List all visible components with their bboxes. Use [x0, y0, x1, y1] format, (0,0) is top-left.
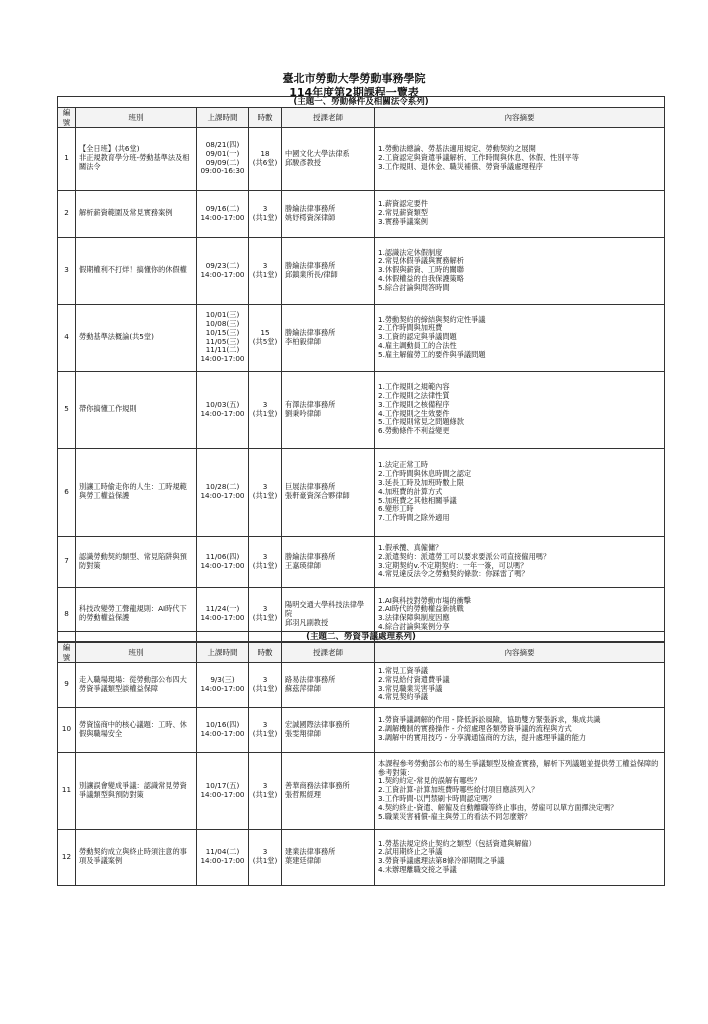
table-row [58, 190, 665, 237]
column-header-course-name: 班別 [76, 643, 197, 662]
course-number: 2 [58, 190, 76, 237]
column-header-class-hours: 時數 [249, 643, 282, 662]
course-number: 4 [58, 304, 76, 371]
class-hours: 3 (共1堂) [249, 536, 282, 587]
class-time: 10/16(四) 14:00-17:00 [197, 707, 249, 752]
course-name: 認識勞動契約類型、常見陷阱與預防對策 [76, 536, 197, 587]
course-table-theme-2 [57, 631, 665, 886]
course-number: 6 [58, 448, 76, 536]
column-header-content-summary: 內容摘要 [375, 108, 665, 127]
class-time: 10/03(五) 14:00-17:00 [197, 371, 249, 448]
instructor: 有澤法律事務所 劉秉吟律師 [282, 371, 375, 448]
content-summary: 1.勞資爭議調解的作用 - 降低訴訟風險，協助雙方緊張訴求，集成共識 2.調解機制的實務操作 - 介紹處理各類勞資爭議的流程與方式 3.調解中的實用技巧 - 分享溝通協商的方法，提升處理爭議的能力 [375, 707, 665, 752]
table-row [58, 536, 665, 587]
content-summary: 1.薪資認定要件 2.常見薪資類型 3.實務爭議案例 [375, 190, 665, 237]
course-number: 3 [58, 237, 76, 304]
instructor: 宏誠國際法律事務所 張雯翔律師 [282, 707, 375, 752]
class-time: 11/06(四) 14:00-17:00 [197, 536, 249, 587]
class-hours: 3 (共1堂) [249, 587, 282, 641]
column-header-course-name: 班別 [76, 108, 197, 127]
course-number: 12 [58, 829, 76, 885]
course-name: 別讓工時偷走你的人生：工時規範與勞工權益保護 [76, 448, 197, 536]
course-name: 勞資協商中的核心議題：工時、休假與職場安全 [76, 707, 197, 752]
column-header-row [58, 643, 665, 662]
section-title: (主題一、勞動條件及相關法令系列) [58, 97, 665, 108]
class-time: 11/24(一) 14:00-17:00 [197, 587, 249, 641]
instructor: 勝綸法律事務所 李柏毅律師 [282, 304, 375, 371]
table-row [58, 752, 665, 829]
content-summary: 本課程參考勞動部公布的易生爭議類型及檢查實務，解析下列議題並提供勞工權益保障的參考對策： 1.契約約定-常見的誤解有哪些？ 2.工資計算-計算加班費時哪些給付項目應該列入？ 3.工作時間-以門禁刷卡時間認定嗎？ 4.契約終止-資遣、解僱及自動離職等終止事由，勞雇可以單方面擇決定嗎？ 5.職業災害補償-雇主與勞工的看法不同怎麼辦？ [375, 752, 665, 829]
instructor: 建業法律事務所 葉建廷律師 [282, 829, 375, 885]
course-number: 11 [58, 752, 76, 829]
section-banner [58, 97, 665, 108]
content-summary: 1.常見工資爭議 2.常見給付資遣費爭議 3.常見職業災害爭議 4.常見契約爭議 [375, 662, 665, 707]
class-hours: 3 (共1堂) [249, 237, 282, 304]
class-hours: 18 (共6堂) [249, 127, 282, 190]
class-hours: 3 (共1堂) [249, 371, 282, 448]
class-time: 11/04(二) 14:00-17:00 [197, 829, 249, 885]
course-number: 1 [58, 127, 76, 190]
course-name: 走入職場現場：從勞動部公布四大勞資爭議類型談權益保障 [76, 662, 197, 707]
column-header-content-summary: 內容摘要 [375, 643, 665, 662]
content-summary: 1.法定正常工時 2.工作時間與休息時間之認定 3.延長工時及加班時數上限 4.加班費的計算方式 5.加班費之其他相關爭議 6.變形工時 7.工作時間之除外適用 [375, 448, 665, 536]
class-hours: 3 (共1堂) [249, 662, 282, 707]
table-row [58, 127, 665, 190]
class-time: 10/01(三) 10/08(三) 10/15(三) 11/05(三) 11/11(二) 14:00-17:00 [197, 304, 249, 371]
column-header-row [58, 108, 665, 127]
content-summary: 1.認識法定休假制度 2.常見休假爭議與實務解析 3.休假與薪資、工時的關聯 4.休假權益的自我保護策略 5.綜合討論與問答時間 [375, 237, 665, 304]
column-header-course-number: 編號 [58, 108, 76, 127]
table-row [58, 448, 665, 536]
class-time: 10/28(二) 14:00-17:00 [197, 448, 249, 536]
column-header-class-hours: 時數 [249, 108, 282, 127]
class-time: 09/23(二) 14:00-17:00 [197, 237, 249, 304]
class-hours: 3 (共1堂) [249, 707, 282, 752]
column-header-instructor: 授課老師 [282, 643, 375, 662]
class-time: 09/16(二) 14:00-17:00 [197, 190, 249, 237]
table-row [58, 707, 665, 752]
document-title: 114年度第2期課程一覽表 [289, 86, 419, 99]
instructor: 勝綸法律事務所 邱鎮業所長/律師 [282, 237, 375, 304]
column-header-course-number: 編號 [58, 643, 76, 662]
class-time: 08/21(四) 09/01(一) 09/09(二) 09:00-16:30 [197, 127, 249, 190]
column-header-class-time: 上課時間 [197, 108, 249, 127]
class-hours: 3 (共1堂) [249, 752, 282, 829]
course-name: 勞動契約成立與終止時須注意的事項及爭議案例 [76, 829, 197, 885]
instructor: 善華商務法律事務所 張哲熙經理 [282, 752, 375, 829]
course-number: 5 [58, 371, 76, 448]
course-name: 【全日班】(共6堂) 非正規教育學分班-勞動基準法及相關法令 [76, 127, 197, 190]
course-number: 10 [58, 707, 76, 752]
table-row [58, 371, 665, 448]
content-summary: 1.AI與科技對勞動市場的衝擊 2.AI時代的勞動權益新挑戰 3.法律保障與制度因應 4.綜合討論與案例分享 [375, 587, 665, 641]
course-name: 別讓誤會變成爭議：認識常見勞資爭議類型與預防對策 [76, 752, 197, 829]
theme-2-body [58, 632, 665, 886]
course-number: 8 [58, 587, 76, 641]
course-name: 科技改變勞工聲龍規則：AI時代下的勞動權益保護 [76, 587, 197, 641]
class-time: 9/3(三) 14:00-17:00 [197, 662, 249, 707]
content-summary: 1.勞動契約的締結與契約定性爭議 2.工作時間與加班費 3.工資的認定與爭議問題 4.雇主調動員工的合法性 5.雇主解僱勞工的要件與爭議問題 [375, 304, 665, 371]
course-name: 解析薪資範圍及常見實務案例 [76, 190, 197, 237]
column-header-class-time: 上課時間 [197, 643, 249, 662]
class-hours: 3 (共1堂) [249, 448, 282, 536]
column-header-instructor: 授課老師 [282, 108, 375, 127]
course-name: 帶你搞懂工作規則 [76, 371, 197, 448]
content-summary: 1.假承攬、真僱傭？ 2.派遣契約：派遣勞工可以要求要派公司直接僱用嗎？ 3.定期契約v.不定期契約：一年一簽，可以嗎？ 4.常見違反法令之勞動契約條款：你踩雷了嗎？ [375, 536, 665, 587]
course-number: 9 [58, 662, 76, 707]
table-row [58, 237, 665, 304]
content-summary: 1.工作規則之規範內容 2.工作規則之法律性質 3.工作規則之核備程序 4.工作規則之生效要件 5.工作規則常見之問題條款 6.勞動條件不利益變更 [375, 371, 665, 448]
course-number: 7 [58, 536, 76, 587]
content-summary: 1.勞基法規定終止契約之類型（包括資遣與解僱） 2.試用期終止之爭議 3.勞資爭議處理法第8條冷卻期間之爭議 4.未辦理離職交接之爭議 [375, 829, 665, 885]
school-title: 臺北市勞動大學勞動事務學院 [282, 72, 426, 85]
instructor: 路易法律事務所 蘇茲萍律師 [282, 662, 375, 707]
table-row [58, 829, 665, 885]
instructor: 巨展法律事務所 張軒豪資深合夥律師 [282, 448, 375, 536]
section-title: (主題二、勞資爭議處理系列) [58, 632, 665, 643]
class-hours: 3 (共1堂) [249, 829, 282, 885]
class-hours: 3 (共1堂) [249, 190, 282, 237]
course-table-theme-1 [57, 96, 665, 642]
instructor: 中國文化大學法律系 邱駿彥教授 [282, 127, 375, 190]
course-name: 假期權利不打烊！搞懂你的休假權 [76, 237, 197, 304]
section-banner [58, 632, 665, 643]
course-name: 勞動基準法概論(共5堂) [76, 304, 197, 371]
table-row [58, 304, 665, 371]
content-summary: 1.勞動法總論、勞基法適用規定、勞動契約之展開 2.工資認定與資遣爭議解析、工作時間與休息、休假、性別平等 3.工作規則、退休金、職災補償、勞資爭議處理程序 [375, 127, 665, 190]
instructor: 勝綸法律事務所 王嘉瑛律師 [282, 536, 375, 587]
class-time: 10/17(五) 14:00-17:00 [197, 752, 249, 829]
class-hours: 15 (共5堂) [249, 304, 282, 371]
instructor: 陽明交通大學科技法律學院 邱羽凡副教授 [282, 587, 375, 641]
table-row [58, 662, 665, 707]
theme-1-body [58, 97, 665, 642]
instructor: 勝綸法律事務所 姚妤樗資深律師 [282, 190, 375, 237]
